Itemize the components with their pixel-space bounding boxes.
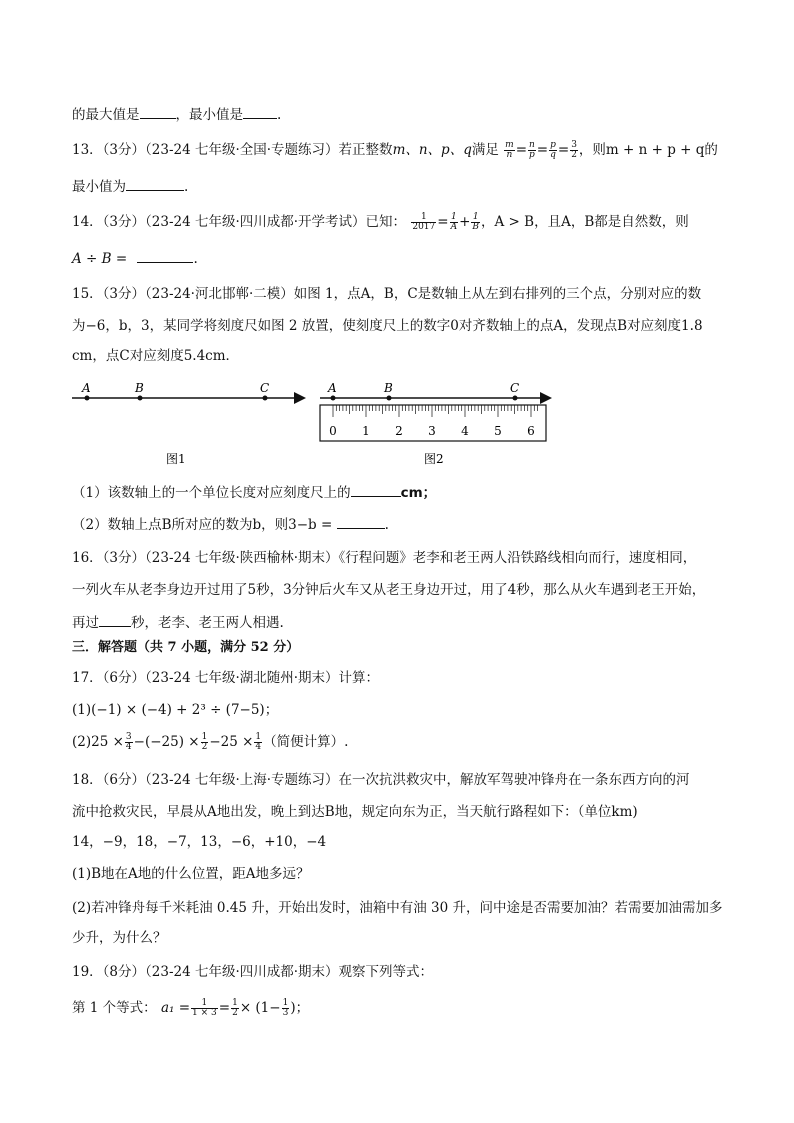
point-c-dot [263,396,268,401]
question-14-line2 [72,248,198,269]
fraction: $\frac{p}{q}$ [550,140,556,160]
q14-end: . [193,251,198,267]
point-a-dot [331,396,336,401]
fraction: $\frac{1}{A}$ [450,212,458,232]
figure-number-lines [0,375,794,470]
point-a-label: A [328,381,337,395]
q19-text: × (1− [239,1000,281,1016]
figure-2-caption: 图2 [424,452,444,466]
q19-text: 第 1 个等式： [72,1000,157,1016]
answer-blank [140,104,176,119]
q13-mid: 满足 [471,142,499,158]
q15-sub1-unit: cm； [400,485,437,501]
q15-sub2-end: . [384,517,389,533]
figure-1 [72,381,306,466]
ruler-label: 6 [527,424,535,438]
question-15-sub1 [72,482,436,503]
question-17-part1: (1)(−1) × (−4) + 2³ ÷ (7−5)； [72,702,279,718]
q19-text: )； [290,1000,310,1016]
fraction: $\frac{1}{B}$ [472,212,480,232]
question-15-line2: 为−6，b，3，某同学将刻度尺如图 2 放置，使刻度尺上的数字0对齐数轴上的点A，发现点B对应刻度1.8 [72,318,703,334]
ruler-labels [329,424,535,438]
fraction: $\frac{1}{3}$ [282,998,289,1018]
question-18-part2-line2: 少升，为什么？ [72,930,167,946]
question-15-line1: 15．（3分）（23-24·河北邯郸·二模）如图 1，点A，B，C是数轴上从左到右排列的三个点，分别对应的数 [72,286,702,302]
answer-blank [99,612,131,627]
ruler-label: 4 [461,424,469,438]
ruler-label: 0 [329,424,337,438]
q15-sub2-text: （2）数轴上点B所对应的数为b，则3−b = [72,517,337,533]
q17-text: −(−25) × [133,734,200,750]
q14-line2: A ÷ B = [72,251,132,267]
question-18-data: 14，−9，18，−7，13，−6，+10，−4 [72,834,327,850]
q19-text: = [218,1000,231,1016]
question-16-line2: 一列火车从老李身边开过用了5秒，3分钟后火车又从老王身边开过，用了4秒，那么从火车遇到老王开始， [72,582,706,598]
question-16-line3 [72,612,284,633]
q15-sub1-text: （1）该数轴上的一个单位长度对应刻度尺上的 [72,485,351,501]
fraction: $\frac{m}{n}$ [505,140,514,160]
ruler-label: 1 [362,424,370,438]
answer-blank [243,104,277,119]
fraction: $\frac{1}{4}$ [255,732,262,752]
fraction: $\frac{3}{4}$ [125,732,132,752]
q12-text: 的最大值是 [72,107,140,123]
ruler-label: 5 [494,424,502,438]
question-19-eq1 [72,998,309,1018]
q16-text: 秒，老李、老王两人相遇. [131,615,284,631]
question-18-line1: 18．（6分）（23-24 七年级·上海·专题练习）在一次抗洪救灾中，解放军驾驶冲锋舟在一条东西方向的河 [72,772,690,788]
answer-blank [351,482,401,497]
question-16-line1: 16．（3分）（23-24 七年级·陕西榆林·期末）《行程问题》老李和老王两人沿铁路线相向而行，速度相同， [72,550,697,566]
figure-2 [320,381,552,466]
q13-end: . [184,179,189,195]
q17-text: −25 × [209,734,254,750]
question-18-line2: 流中抢救灾民，早晨从A地出发，晚上到达B地，规定向东为正，当天航行路程如下：（单位km) [72,804,638,820]
q12-tail [72,104,281,125]
point-b-dot [138,396,143,401]
question-13: 13．（3分）（23-24 七年级·全国·专题练习）若正整数m、n、p、q满足 $\frac{m}{n}$ = $\frac{n}{p}$ = $\frac{p}{q}$ = $\frac{3}{2}$ ，则m + n + p + q的 [72,140,718,160]
question-18-part2-line1: (2)若冲锋舟每千米耗油 0.45 升，开始出发时，油箱中有油 30 升，问中途是否需要加油？若需要加油需加多 [72,900,723,916]
q16-text: 再过 [72,615,99,631]
question-15-sub2 [72,514,389,535]
fraction: $\frac{1}{2}$ [232,998,238,1018]
q12-text: ，最小值是 [175,107,243,123]
q13-head: 13．（3分）（23-24 七年级·全国·专题练习）若正整数 [72,142,393,158]
figure-1-caption: 图1 [166,452,186,466]
point-c-dot [513,396,518,401]
fraction: $\frac{1}{2017}$ [412,212,436,232]
q13-vars: m、n、p、q [392,142,472,158]
question-14: 14．（3分）（23-24 七年级·四川成都·开学考试）已知： $\frac{1}{2017}$ = $\frac{1}{A}$ + $\frac{1}{B}$ ，A > B，且A，B都是自然数，则 [72,212,689,232]
fraction: $\frac{n}{p}$ [529,140,535,160]
question-19-head: 19．（8分）（23-24 七年级·四川成都·期末）观察下列等式： [72,964,434,980]
q13-line2: 最小值为 [72,179,126,195]
q19-text: a₁ = [160,1000,191,1016]
question-13-line2 [72,176,188,197]
section-heading: 三．解答题（共 7 小题，满分 52 分） [72,640,300,655]
fraction: $\frac{1}{2}$ [201,732,208,752]
ruler-label: 2 [395,424,403,438]
point-b-label: B [135,381,144,395]
point-c-label: C [510,381,520,395]
q14-tail: ，A > B，且A，B都是自然数，则 [481,214,689,230]
ruler-label: 3 [428,424,436,438]
answer-blank [337,514,385,529]
question-17-part2 [72,732,348,752]
question-15-line3: cm，点C对应刻度5.4cm． [72,348,240,364]
answer-blank [126,176,184,191]
fraction: $\frac{1}{1 \times 3}$ [192,998,217,1018]
point-a-dot [85,396,90,401]
q14-head: 14．（3分）（23-24 七年级·四川成都·开学考试）已知： [72,214,407,230]
question-18-part1: (1)B地在A地的什么位置，距A地多远？ [72,866,310,882]
q17-text: （简便计算）. [263,734,349,750]
point-b-dot [387,396,392,401]
question-17-head: 17．（6分）（23-24 七年级·湖北随州·期末）计算： [72,670,380,686]
q12-text: . [277,107,282,123]
fraction: $\frac{3}{2}$ [571,140,577,160]
point-a-label: A [82,381,91,395]
point-b-label: B [384,381,393,395]
q13-tail: ，则m + n + p + q的 [578,142,718,158]
q17-text: (2)25 × [72,734,124,750]
answer-blank [137,248,193,263]
ruler-ticks [333,405,538,417]
point-c-label: C [260,381,270,395]
